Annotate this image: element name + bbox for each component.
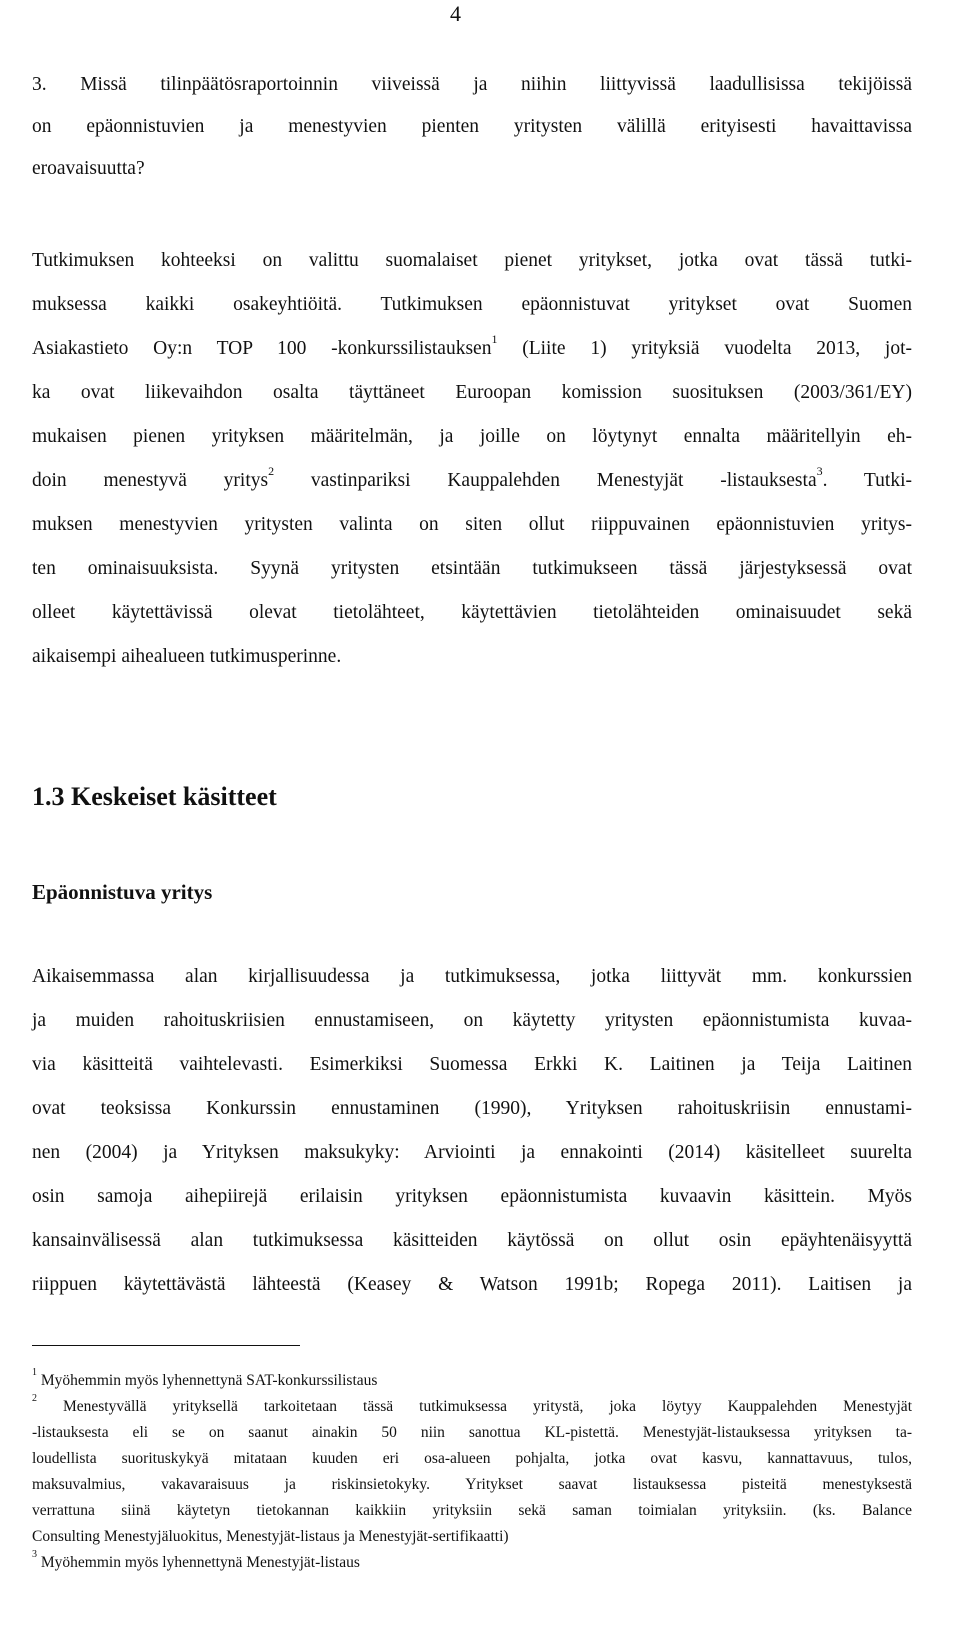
subheading: Epäonnistuva yritys xyxy=(32,880,213,904)
paragraph-1-line-10: aikaisempi aihealueen tutkimusperinne. xyxy=(32,646,342,667)
footnote-2-line-3: loudellista suorituskykyä mitataan kuuden eri osa-alueen pohjalta, jotka ovat kasvu, kannattavuus, tulos, xyxy=(32,1450,912,1467)
question-3-line-2: on epäonnistuvien ja menestyvien pienten yritysten välillä erityisesti havaittavissa xyxy=(32,116,912,137)
footnote-number: 1 xyxy=(32,1367,37,1378)
question-3-line-1: 3. Missä tilinpäätösraportoinnin viiveissä ja niihin liittyvissä laadullisissa tekijöissä xyxy=(32,74,912,95)
footnote-2-line-4: maksuvalmius, vakavaraisuus ja riskinsietokyky. Yritykset saavat listauksessa pisteitä menestyksestä xyxy=(32,1476,912,1493)
paragraph-2-line-3: via käsitteitä vaihtelevasti. Esimerkiksi Suomessa Erkki K. Laitinen ja Teija Laitinen xyxy=(32,1054,912,1075)
footnote-separator xyxy=(32,1345,300,1346)
paragraph-1-line-7: muksen menestyvien yritysten valinta on siten ollut riippuvainen epäonnistuvien yritys- xyxy=(32,514,912,535)
paragraph-2-line-5: nen (2004) ja Yrityksen maksukyky: Arviointi ja ennakointi (2014) käsitelleet suurelta xyxy=(32,1142,912,1163)
paragraph-2-line-8: riippuen käytettävästä lähteestä (Keasey & Watson 1991b; Ropega 2011). Laitisen ja xyxy=(32,1274,912,1295)
footnote-number: 2 xyxy=(32,1393,37,1404)
footnote-ref-3: 3 xyxy=(816,464,823,478)
paragraph-1-line-3 xyxy=(32,332,912,360)
paragraph-2-line-4: ovat teoksissa Konkurssin ennustaminen (1990), Yrityksen rahoituskriisin ennustami- xyxy=(32,1098,912,1119)
paragraph-2-line-7: kansainvälisessä alan tutkimuksessa käsitteiden käytössä on ollut osin epäyhtenäisyyttä xyxy=(32,1230,912,1251)
paragraph-1-line-6 xyxy=(32,464,912,492)
footnote-2-line-1 xyxy=(32,1393,912,1416)
footnote-2-line-2: -listauksesta eli se on saanut ainakin 50 niin sanottua KL-pistettä. Menestyjät-listauksessa yrityksen ta- xyxy=(32,1424,912,1441)
footnote-number: 3 xyxy=(32,1549,37,1560)
footnote-1 xyxy=(32,1367,912,1390)
footnote-2-line-5: verrattuna siinä käytetyn tietokannan kaikkiin yrityksiin sekä saman toimialan yrityksiin. (ks. Balance xyxy=(32,1502,912,1519)
footnote-3 xyxy=(32,1549,912,1572)
paragraph-1-line-9: olleet käytettävissä olevat tietolähteet, käytettävien tietolähteiden ominaisuudet sekä xyxy=(32,602,912,623)
footnote-2-line-6: Consulting Menestyjäluokitus, Menestyjät-listaus ja Menestyjät-sertifikaatti) xyxy=(32,1528,509,1545)
text-segment: (Liite 1) yrityksiä vuodelta 2013, jot- xyxy=(497,338,912,359)
footnote-text: Menestyvällä yrityksellä tarkoitetaan tässä tutkimuksessa yritystä, joka löytyy Kauppalehden Menestyjät xyxy=(37,1398,912,1415)
text-segment: . Tutki- xyxy=(822,470,912,491)
paragraph-1-line-8: ten ominaisuuksista. Syynä yritysten etsintään tutkimukseen tässä järjestyksessä ovat xyxy=(32,558,912,579)
page-number: 4 xyxy=(450,1,461,26)
text-segment: Asiakastieto Oy:n TOP 100 -konkurssilistauksen xyxy=(32,338,492,359)
footnote-text: Myöhemmin myös lyhennettynä SAT-konkurssilistaus xyxy=(37,1372,378,1389)
paragraph-2-line-2: ja muiden rahoituskriisien ennustamiseen, on käytetty yritysten epäonnistumista kuvaa- xyxy=(32,1010,912,1031)
footnote-ref-2: 2 xyxy=(268,464,275,478)
paragraph-2-line-6: osin samoja aihepiirejä erilaisin yrityksen epäonnistumista kuvaavin käsittein. Myös xyxy=(32,1186,912,1207)
question-3-line-3: eroavaisuutta? xyxy=(32,158,145,179)
paragraph-1-line-5: mukaisen pienen yrityksen määritelmän, ja joille on löytynyt ennalta määritellyin eh- xyxy=(32,426,912,447)
text-segment: doin menestyvä yritys xyxy=(32,470,269,491)
footnote-text: Myöhemmin myös lyhennettynä Menestyjät-listaus xyxy=(37,1554,360,1571)
paragraph-1-line-4: ka ovat liikevaihdon osalta täyttäneet Euroopan komission suosituksen (2003/361/EY) xyxy=(32,382,912,403)
text-segment: vastinpariksi Kauppalehden Menestyjät -listauksesta xyxy=(274,470,817,491)
footnote-ref-1: 1 xyxy=(491,332,498,346)
paragraph-1-line-2: muksessa kaikki osakeyhtiöitä. Tutkimuksen epäonnistuvat yritykset ovat Suomen xyxy=(32,294,912,315)
section-heading: 1.3 Keskeiset käsitteet xyxy=(32,782,277,811)
paragraph-2-line-1: Aikaisemmassa alan kirjallisuudessa ja tutkimuksessa, jotka liittyvät mm. konkurssien xyxy=(32,966,912,987)
paragraph-1-line-1: Tutkimuksen kohteeksi on valittu suomalaiset pienet yritykset, jotka ovat tässä tutki- xyxy=(32,250,912,271)
